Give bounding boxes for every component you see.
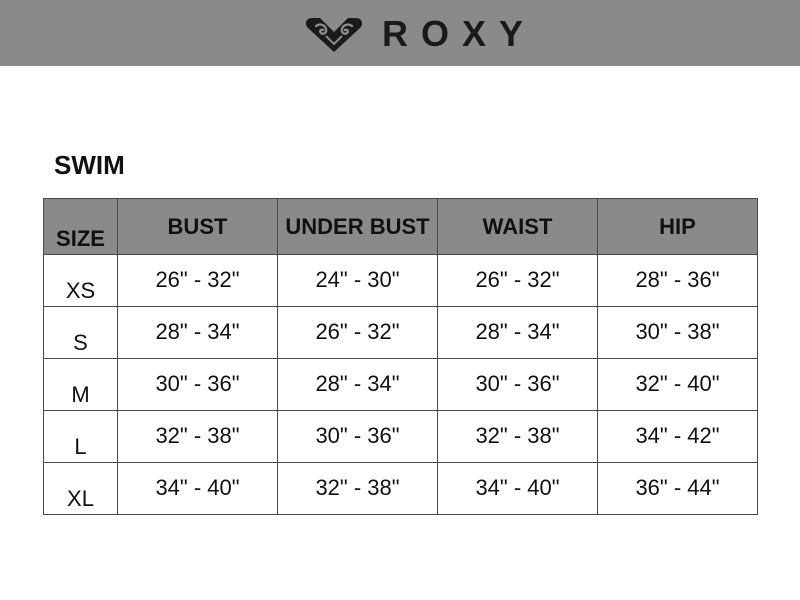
waist-cell: 26" - 32" (438, 255, 598, 307)
table-header-row (44, 199, 758, 255)
hip-cell: 34" - 42" (598, 411, 758, 463)
bust-cell: 30" - 36" (118, 359, 278, 411)
column-header-size: SIZE (44, 199, 118, 255)
size-cell: XS (44, 255, 118, 307)
under-bust-cell: 32" - 38" (278, 463, 438, 515)
table-row (44, 359, 758, 411)
table-row (44, 255, 758, 307)
size-cell: XL (44, 463, 118, 515)
column-header-hip: HIP (598, 199, 758, 255)
brand-header (0, 0, 800, 66)
waist-cell: 30" - 36" (438, 359, 598, 411)
table-row (44, 463, 758, 515)
bust-cell: 26" - 32" (118, 255, 278, 307)
hip-cell: 28" - 36" (598, 255, 758, 307)
bust-cell: 34" - 40" (118, 463, 278, 515)
column-header-waist: WAIST (438, 199, 598, 255)
waist-cell: 28" - 34" (438, 307, 598, 359)
waist-cell: 32" - 38" (438, 411, 598, 463)
column-header-bust: BUST (118, 199, 278, 255)
waist-cell: 34" - 40" (438, 463, 598, 515)
size-cell: S (44, 307, 118, 359)
under-bust-cell: 30" - 36" (278, 411, 438, 463)
table-row (44, 307, 758, 359)
hip-cell: 30" - 38" (598, 307, 758, 359)
bust-cell: 28" - 34" (118, 307, 278, 359)
size-chart-table (43, 198, 758, 515)
table-row (44, 411, 758, 463)
under-bust-cell: 26" - 32" (278, 307, 438, 359)
roxy-heart-logo-icon (302, 14, 366, 54)
size-cell: L (44, 411, 118, 463)
size-cell: M (44, 359, 118, 411)
under-bust-cell: 28" - 34" (278, 359, 438, 411)
brand-name: ROXY (382, 13, 537, 54)
column-header-under-bust: UNDER BUST (278, 199, 438, 255)
under-bust-cell: 24" - 30" (278, 255, 438, 307)
section-title: SWIM (54, 150, 125, 180)
hip-cell: 36" - 44" (598, 463, 758, 515)
brand-logo (302, 14, 536, 54)
hip-cell: 32" - 40" (598, 359, 758, 411)
bust-cell: 32" - 38" (118, 411, 278, 463)
